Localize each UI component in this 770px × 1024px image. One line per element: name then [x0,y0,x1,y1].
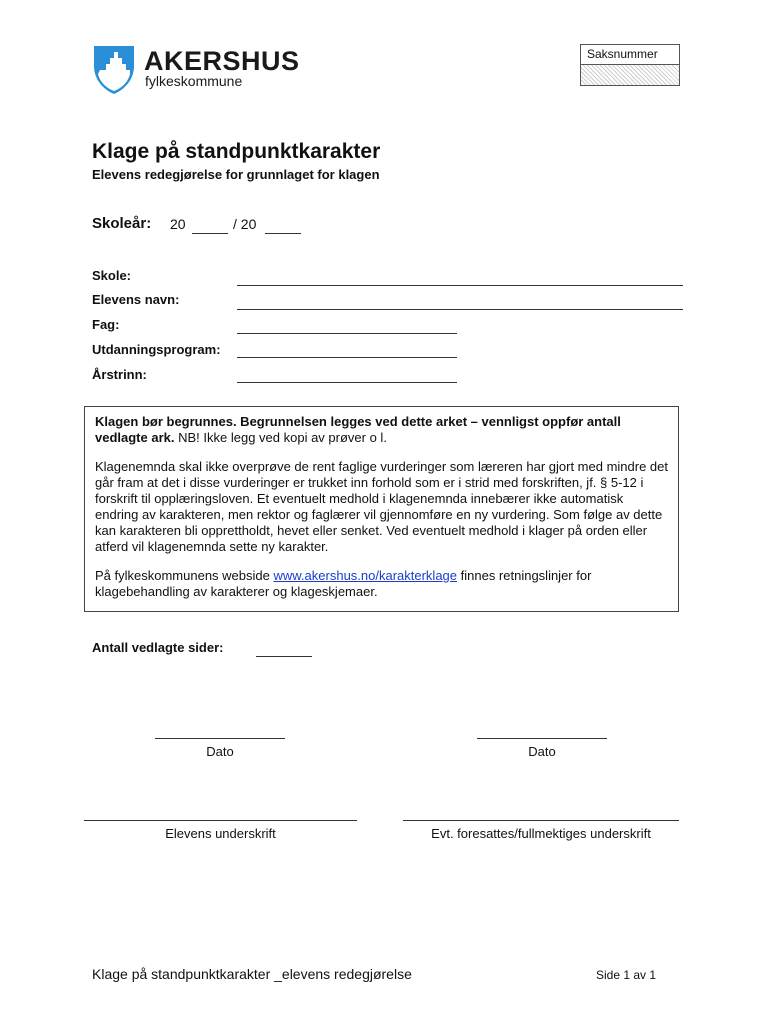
saksnummer-label: Saksnummer [581,45,679,65]
year-field-1[interactable] [192,233,228,234]
info-nb-text: NB! Ikke legg ved kopi av prøver o l. [174,430,387,445]
saksnummer-field[interactable] [581,65,679,85]
aarstrinn-field[interactable] [237,382,457,383]
footer-doc-name: Klage på standpunktkarakter _elevens redegjørelse [92,966,412,982]
logo-name: AKERSHUS [144,46,300,76]
year-prefix-1: 20 [170,216,186,232]
info-bold-intro: Klagen bør begrunnes. Begrunnelsen legges ved dette arket – vennligst oppfør antall vedlagte ark. [95,414,621,445]
year-separator: / 20 [233,216,257,232]
info-paragraph-3 [95,568,668,600]
attachments-label: Antall vedlagte sider: [92,640,224,655]
utdanningsprogram-field[interactable] [237,357,457,358]
page-subtitle: Elevens redegjørelse for grunnlaget for klagen [92,167,380,182]
date-left-label: Dato [206,744,234,759]
info-paragraph-2: Klagenemnda skal ikke overprøve de rent faglige vurderinger som læreren har gjort med mindre det går fram at det i disse vurderinger er trukket inn forhold som er i strid med forskriften, jf. § 5-12 i forskrift til opplæringsloven. Et eventuelt medhold i klagenemnda innebærer ikke automatisk endring av karakteren, men rektor og faglærer vil gjennomføre en ny vurdering. Som følge av dette kan karakteren bli opprettholdt, hevet eller senket. Ved eventuelt medhold i klager på orden eller atferd vil klagenemnda sette ny karakter. [95,459,669,554]
footer-page-number: Side 1 av 1 [596,968,657,982]
skole-field[interactable] [237,285,683,286]
logo-shield-icon [92,42,136,96]
date-right-label: Dato [528,744,556,759]
karakterklage-link[interactable]: www.akershus.no/karakterklage [273,568,458,583]
info-p3-before: På fylkeskommunens webside [95,568,274,583]
info-p3-after: finnes retningslinjer for klagebehandling av karakterer og klageskjemaer. [95,568,592,599]
info-box [84,406,679,612]
elevens-navn-label: Elevens navn: [92,292,180,307]
guardian-signature-label: Evt. foresattes/fullmektiges underskrift [431,826,651,841]
skoleaar-label: Skoleår: [92,215,152,232]
logo-subtitle: fylkeskommune [145,73,243,89]
date-left-field[interactable] [155,738,285,739]
fag-field[interactable] [237,333,457,334]
elevens-navn-field[interactable] [237,309,683,310]
page-title: Klage på standpunktkarakter [92,140,381,163]
saksnummer-box [580,44,680,86]
aarstrinn-label: Årstrinn: [92,367,147,382]
fag-label: Fag: [92,317,120,332]
utdanningsprogram-label: Utdanningsprogram: [92,342,221,357]
student-signature-label: Elevens underskrift [165,826,276,841]
student-signature-field[interactable] [84,820,357,821]
attachments-field[interactable] [256,656,312,657]
date-right-field[interactable] [477,738,607,739]
skole-label: Skole: [92,268,132,283]
guardian-signature-field[interactable] [403,820,679,821]
year-field-2[interactable] [265,233,301,234]
info-intro [95,414,668,446]
